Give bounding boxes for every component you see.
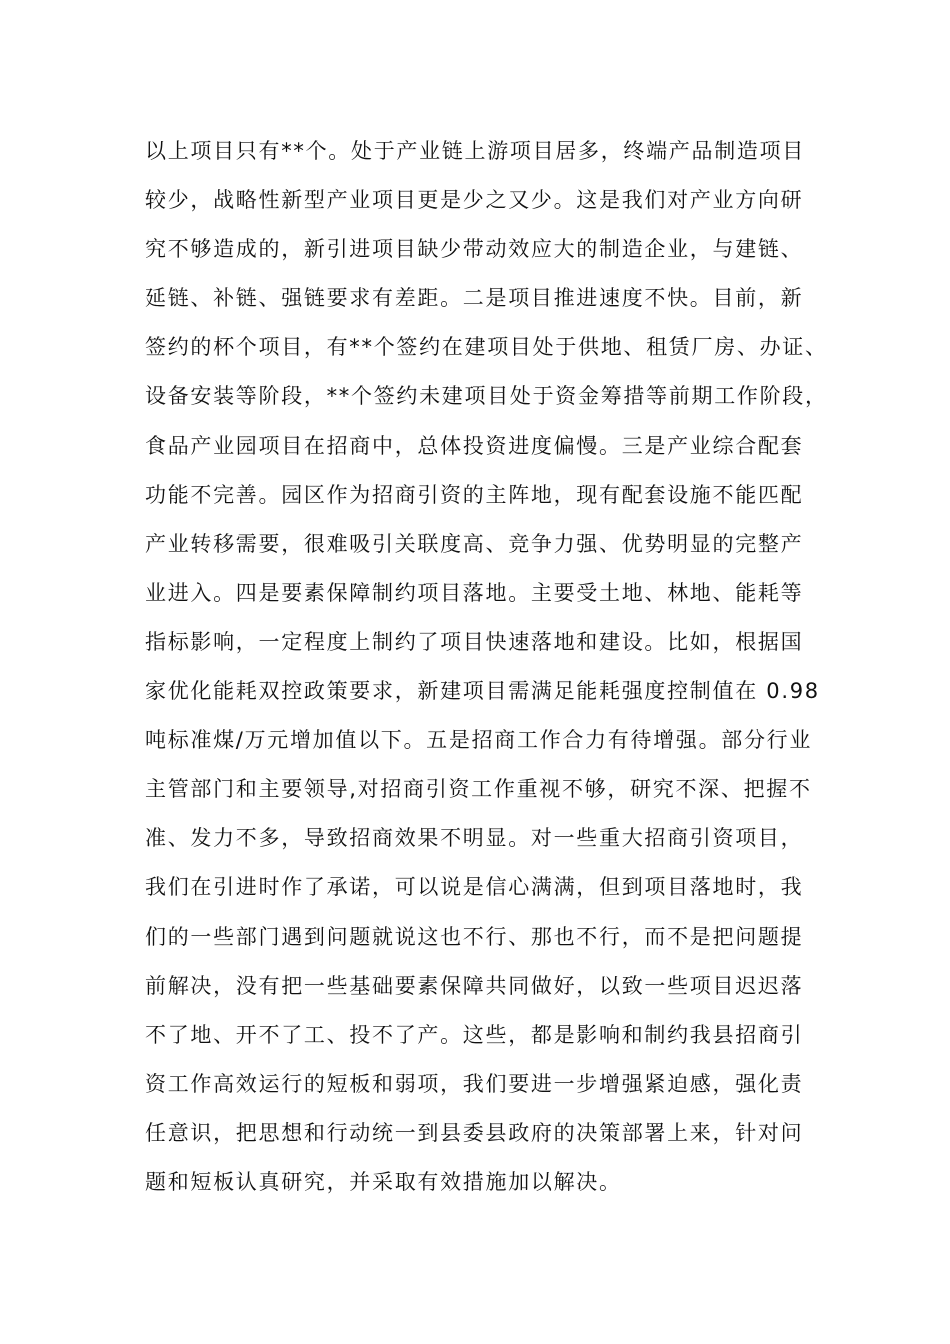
text-line: 设备安装等阶段，**个签约未建项目处于资金筹措等前期工作阶段， — [145, 384, 828, 409]
text-line: 业进入。四是要素保障制约项目落地。主要受土地、林地、能耗等 — [145, 580, 804, 605]
text-line: 食品产业园项目在招商中，总体投资进度偏慢。三是产业综合配套 — [145, 433, 804, 458]
text-line: 产业转移需要，很难吸引关联度高、竞争力强、优势明显的完整产 — [145, 531, 804, 556]
text-line: 功能不完善。园区作为招商引资的主阵地，现有配套设施不能匹配 — [145, 482, 804, 507]
text-line: 指标影响，一定程度上制约了项目快速落地和建设。比如，根据国 — [145, 629, 804, 654]
body-text — [145, 130, 828, 1210]
text-line: 延链、补链、强链要求有差距。二是项目推进速度不快。目前，新 — [145, 286, 804, 311]
text-line: 主管部门和主要领导,对招商引资工作重视不够，研究不深、把握不 — [145, 777, 812, 802]
text-line: 们的一些部门遇到问题就说这也不行、那也不行，而不是把问题提 — [145, 924, 804, 949]
text-line: 较少，战略性新型产业项目更是少之又少。这是我们对产业方向研 — [145, 188, 804, 213]
text-line: 前解决，没有把一些基础要素保障共同做好，以致一些项目迟迟落 — [145, 973, 804, 998]
text-line: 以上项目只有**个。处于产业链上游项目居多，终端产品制造项目 — [145, 139, 805, 163]
text-line: 家优化能耗双控政策要求，新建项目需满足能耗强度控制值在 0.98 — [145, 679, 820, 704]
text-line: 准、发力不多，导致招商效果不明显。对一些重大招商引资项目， — [145, 826, 804, 851]
text-line: 吨标准煤/万元增加值以下。五是招商工作合力有待增强。部分行业 — [145, 728, 813, 753]
text-line: 我们在引进时作了承诺，可以说是信心满满，但到项目落地时，我 — [145, 875, 804, 900]
text-line: 任意识，把思想和行动统一到县委县政府的决策部署上来，针对问 — [145, 1120, 804, 1145]
text-line: 不了地、开不了工、投不了产。这些，都是影响和制约我县招商引 — [145, 1022, 804, 1047]
text-line: 题和短板认真研究，并采取有效措施加以解决。 — [145, 1169, 622, 1194]
text-line: 签约的杯个项目，有**个签约在建项目处于供地、租赁厂房、办证、 — [145, 335, 828, 360]
text-line: 究不够造成的，新引进项目缺少带动效应大的制造企业，与建链、 — [145, 237, 804, 262]
text-line: 资工作高效运行的短板和弱项，我们要进一步增强紧迫感，强化责 — [145, 1071, 804, 1096]
